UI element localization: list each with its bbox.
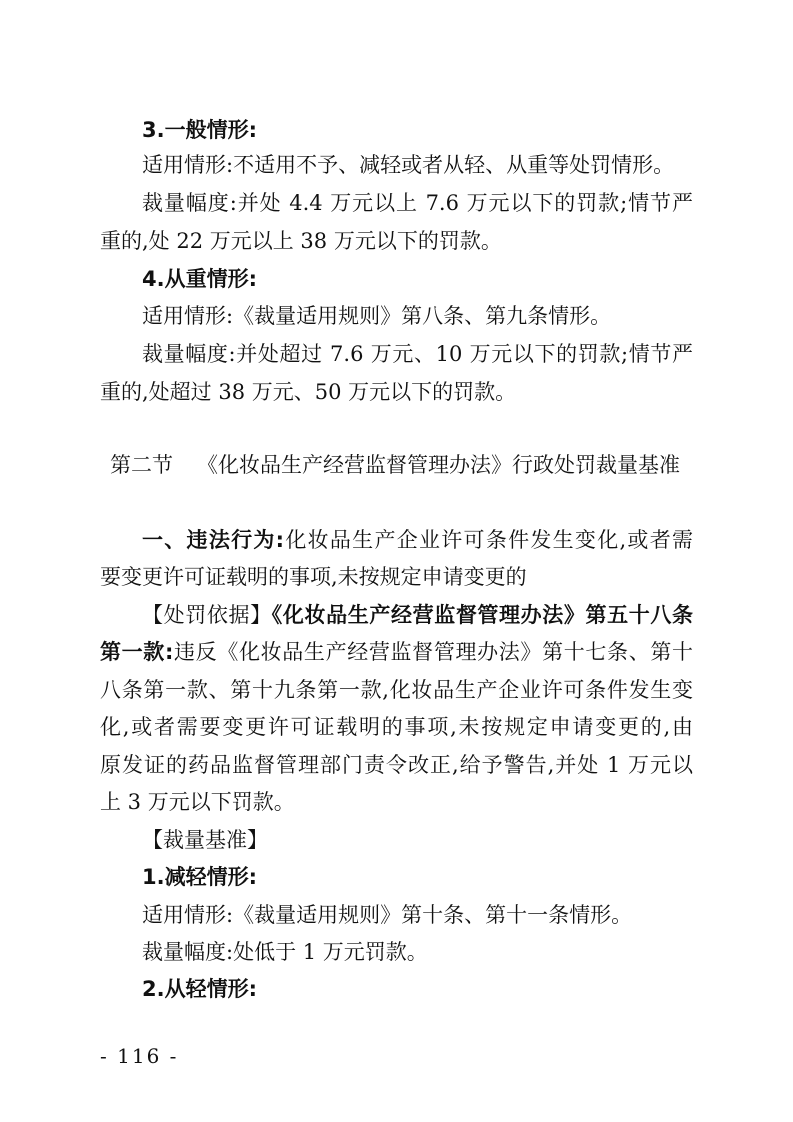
section-heading xyxy=(110,450,690,480)
basis-text-5: 上 3 万元以下罚款。 xyxy=(100,790,295,814)
heading-mitigated-circumstance: 1.减轻情形: xyxy=(142,865,257,889)
penalty-range-general-line2: 重的,处 22 万元以上 38 万元以下的罚款。 xyxy=(100,229,502,253)
heading-aggravated-circumstance: 4.从重情形: xyxy=(142,267,257,291)
basis-line1 xyxy=(142,600,693,630)
violation-text-2: 要变更许可证载明的事项,未按规定申请变更的 xyxy=(100,565,527,589)
standard-label: 【裁量基准】 xyxy=(142,828,268,852)
basis-label: 【处罚依据】 xyxy=(142,603,272,627)
heading-general-circumstance: 3.一般情形: xyxy=(142,118,257,142)
applicable-circumstance-general: 适用情形:不适用不予、减轻或者从轻、从重等处罚情形。 xyxy=(142,153,675,177)
violation-line1 xyxy=(142,525,693,555)
section-title: 《化妆品生产经营监督管理办法》行政处罚裁量基准 xyxy=(197,453,680,477)
penalty-range-aggravated-line2: 重的,处超过 38 万元、50 万元以下的罚款。 xyxy=(100,380,517,404)
applicable-circumstance-mitigated: 适用情形:《裁量适用规则》第十条、第十一条情形。 xyxy=(142,903,633,927)
basis-title-1: 《化妆品生产经营监督管理办法》第五十八条 xyxy=(271,603,693,627)
penalty-range-general-line1: 裁量幅度:并处 4.4 万元以上 7.6 万元以下的罚款;情节严 xyxy=(142,191,693,215)
basis-line2 xyxy=(100,637,693,667)
basis-text-4: 原发证的药品监督管理部门责令改正,给予警告,并处 1 万元以 xyxy=(100,753,693,777)
violation-label: 一、违法行为: xyxy=(142,528,285,552)
basis-title-2: 第一款: xyxy=(100,640,174,664)
basis-text-3: 化,或者需要变更许可证载明的事项,未按规定申请变更的,由 xyxy=(100,715,693,739)
basis-text-2: 八条第一款、第十九条第一款,化妆品生产企业许可条件发生变 xyxy=(100,678,693,702)
page-number: - 116 - xyxy=(100,1044,179,1068)
applicable-circumstance-aggravated: 适用情形:《裁量适用规则》第八条、第九条情形。 xyxy=(142,304,612,328)
penalty-range-mitigated: 裁量幅度:处低于 1 万元罚款。 xyxy=(142,940,428,964)
basis-text-1: 违反《化妆品生产经营监督管理办法》第十七条、第十 xyxy=(173,640,693,664)
violation-text-1: 化妆品生产企业许可条件发生变化,或者需 xyxy=(284,528,693,552)
penalty-range-aggravated-line1: 裁量幅度:并处超过 7.6 万元、10 万元以下的罚款;情节严 xyxy=(142,342,693,366)
heading-lenient-circumstance: 2.从轻情形: xyxy=(142,977,257,1001)
section-number: 第二节 xyxy=(110,453,173,477)
